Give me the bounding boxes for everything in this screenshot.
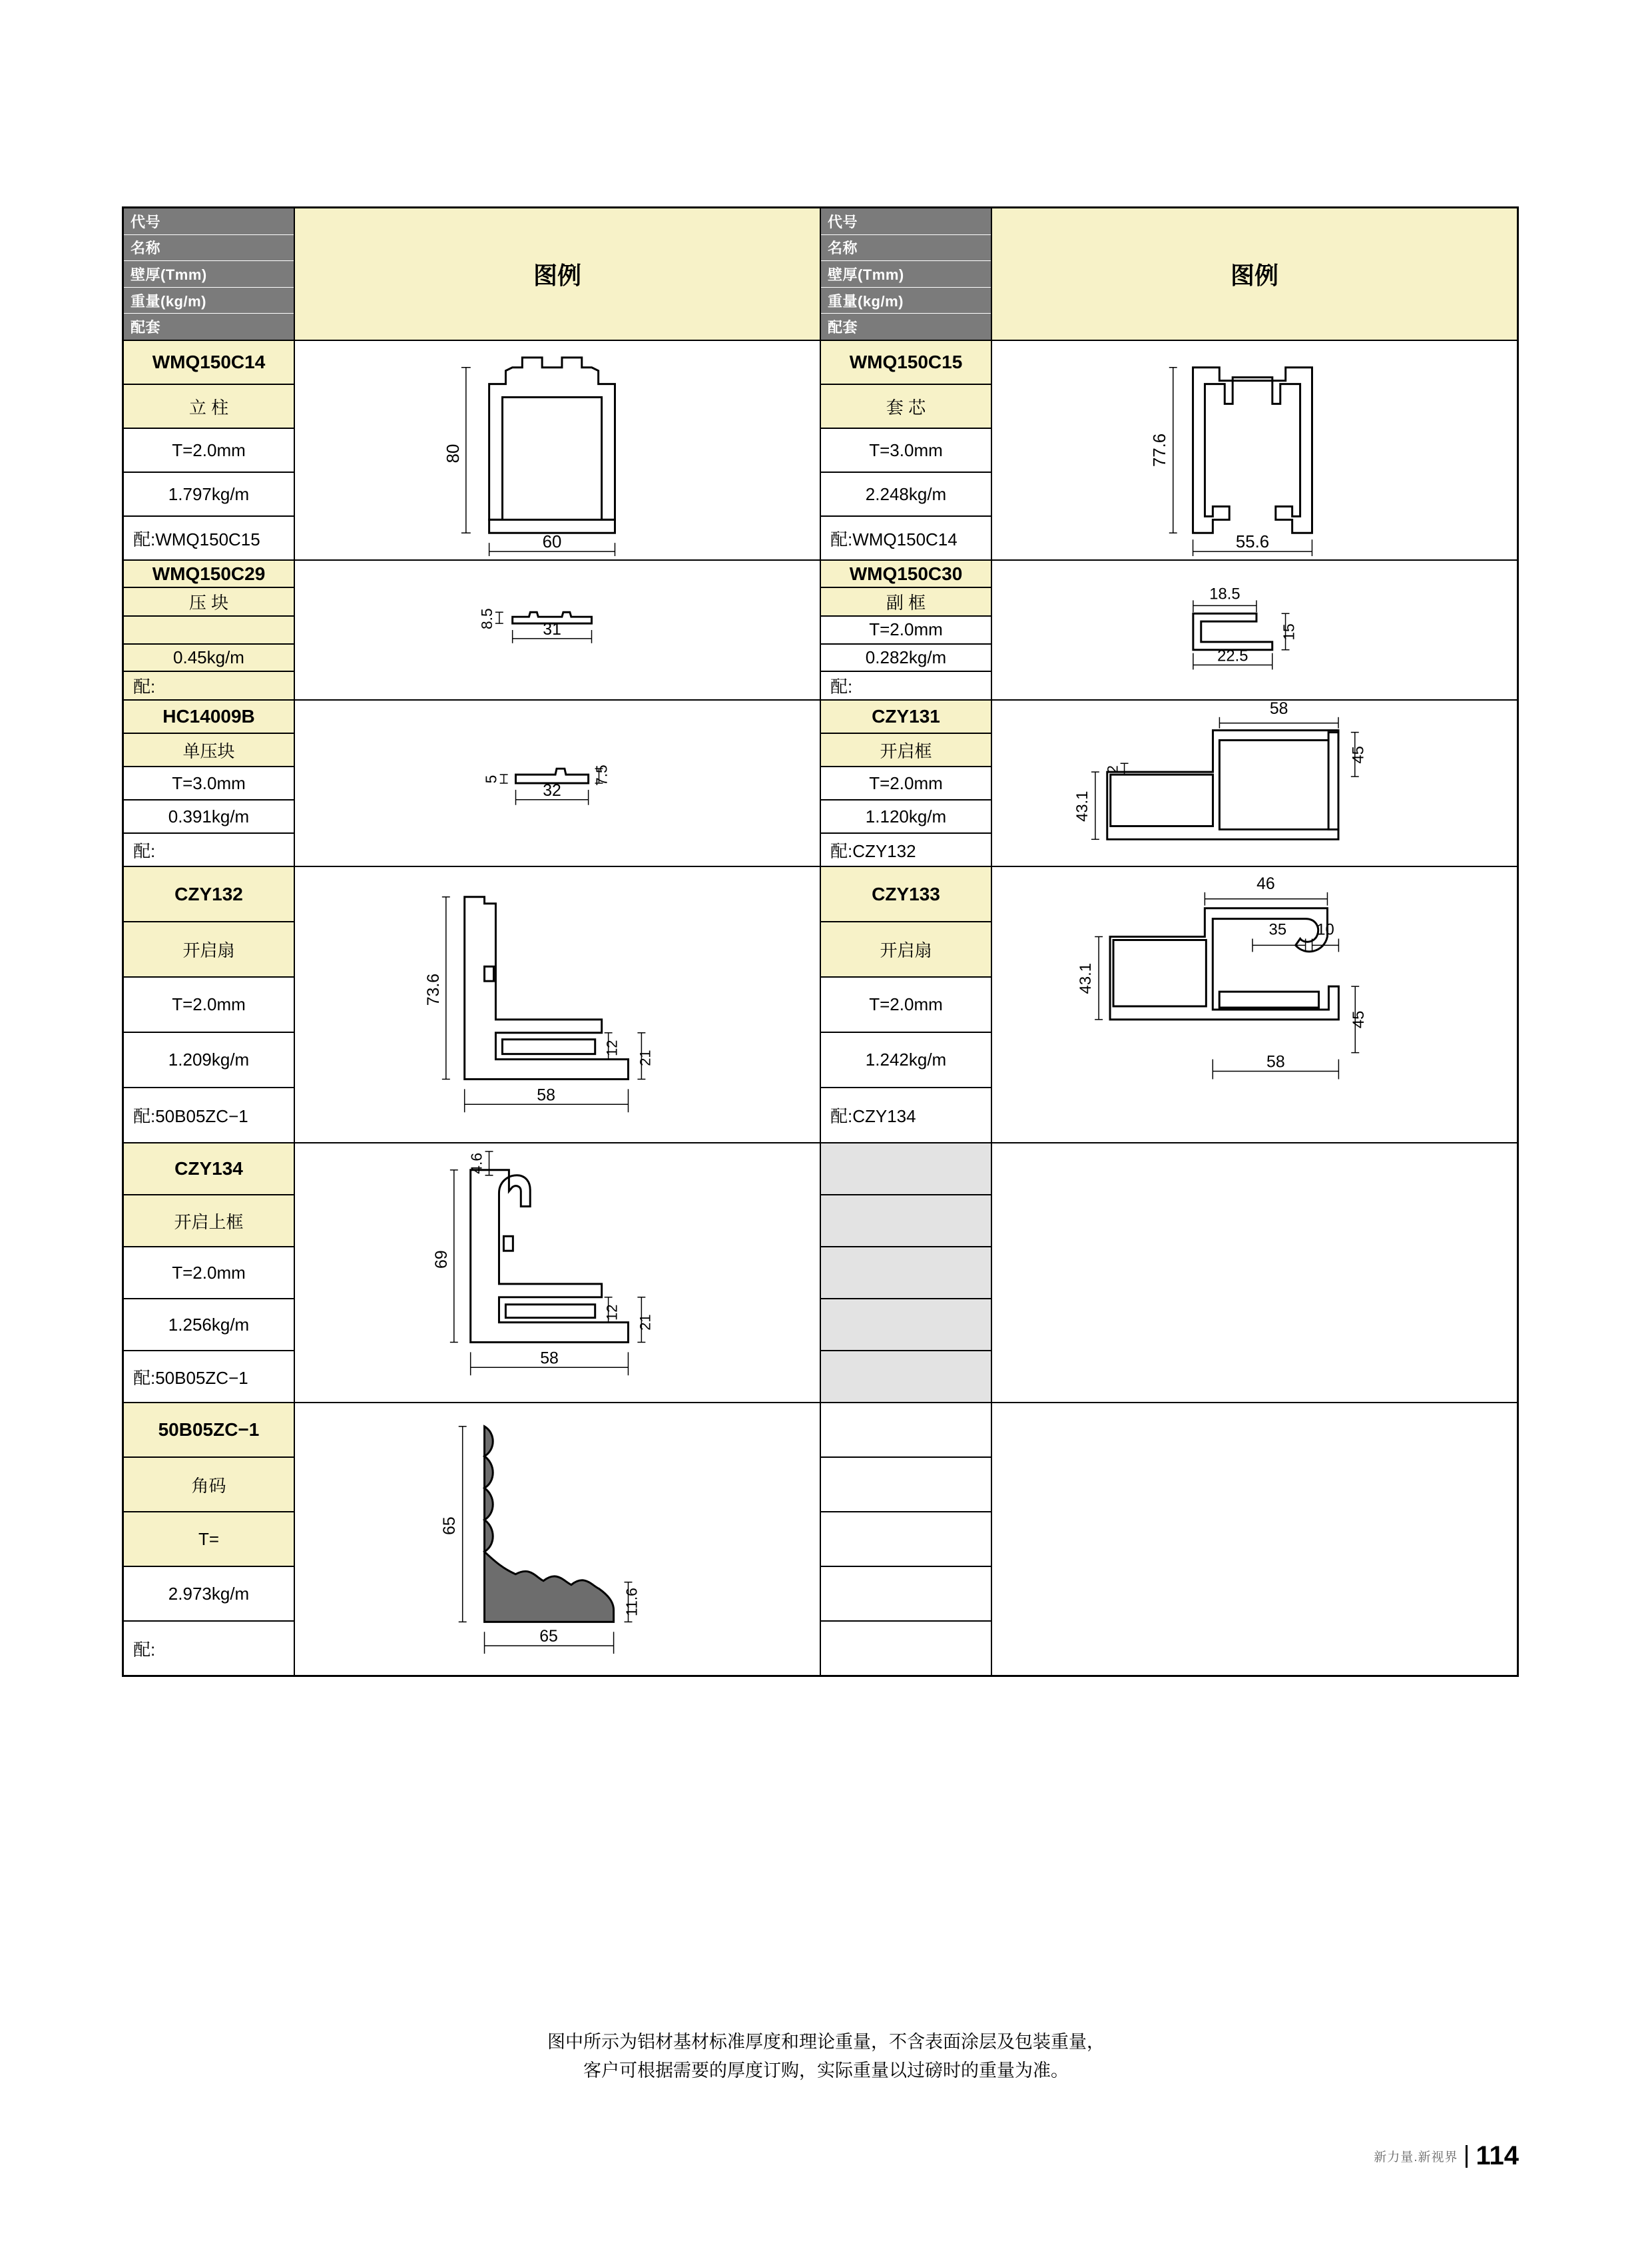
profile-weight: 0.45kg/m bbox=[124, 645, 294, 672]
profile-thickness: T=2.0mm bbox=[821, 767, 991, 800]
svg-text:80: 80 bbox=[443, 444, 463, 464]
svg-text:35: 35 bbox=[1268, 920, 1287, 939]
profile-name: 压 块 bbox=[124, 588, 294, 617]
footer-divider bbox=[1466, 2145, 1468, 2168]
table-row bbox=[821, 559, 1517, 699]
svg-text:60: 60 bbox=[542, 533, 562, 552]
svg-text:10: 10 bbox=[1316, 920, 1334, 939]
catalog-column-left bbox=[122, 206, 820, 1677]
svg-text:65: 65 bbox=[539, 1627, 558, 1646]
footnote-line-2: 客户可根据需要的厚度订购，实际重量以过磅时的重量为准。 bbox=[583, 2061, 1069, 2081]
profile-drawing-empty bbox=[992, 1143, 1517, 1402]
profile-thickness: T=2.0mm bbox=[124, 1247, 294, 1299]
profile-drawing bbox=[992, 701, 1517, 866]
header-figure-title-left: 图例 bbox=[295, 208, 820, 340]
profile-weight: 1.120kg/m bbox=[821, 800, 991, 834]
profile-match: 配:CZY134 bbox=[830, 1106, 916, 1126]
profile-name bbox=[821, 1195, 991, 1247]
table-row bbox=[124, 699, 820, 866]
svg-text:58: 58 bbox=[537, 1086, 555, 1105]
profile-weight: 1.242kg/m bbox=[821, 1033, 991, 1088]
svg-text:21: 21 bbox=[637, 1050, 654, 1066]
header-label-weight: 重量(kg/m) bbox=[821, 288, 991, 314]
table-row bbox=[821, 340, 1517, 559]
profile-name: 开启框 bbox=[821, 734, 991, 767]
svg-text:58: 58 bbox=[1266, 1052, 1285, 1072]
profile-weight bbox=[821, 1567, 991, 1622]
profile-code: WMQ150C14 bbox=[124, 341, 294, 385]
profile-name: 套 芯 bbox=[821, 385, 991, 429]
svg-text:12: 12 bbox=[603, 1304, 621, 1321]
svg-text:7.5: 7.5 bbox=[593, 765, 611, 786]
table-row bbox=[124, 340, 820, 559]
svg-text:43.1: 43.1 bbox=[1077, 962, 1095, 994]
profile-name: 开启扇 bbox=[124, 922, 294, 978]
profile-match: 配: bbox=[133, 840, 156, 861]
row-specs bbox=[821, 867, 992, 1142]
profile-weight bbox=[821, 1299, 991, 1351]
profile-match: 配:50B05ZC−1 bbox=[133, 1367, 248, 1388]
profile-name: 副 框 bbox=[821, 588, 991, 617]
svg-text:4.6: 4.6 bbox=[467, 1152, 485, 1174]
row-specs bbox=[124, 1403, 295, 1675]
profile-weight: 1.256kg/m bbox=[124, 1299, 294, 1351]
svg-text:73.6: 73.6 bbox=[423, 973, 443, 1006]
header-label-thickness: 壁厚(Tmm) bbox=[124, 261, 294, 288]
svg-text:77.6: 77.6 bbox=[1150, 433, 1169, 468]
profile-match: 配: bbox=[133, 1639, 156, 1660]
profile-weight: 0.282kg/m bbox=[821, 645, 991, 672]
svg-text:65: 65 bbox=[439, 1516, 459, 1535]
svg-text:22.5: 22.5 bbox=[1217, 647, 1248, 665]
profile-name: 单压块 bbox=[124, 734, 294, 767]
profile-thickness: T=2.0mm bbox=[124, 429, 294, 473]
header-label-match: 配套 bbox=[124, 314, 294, 340]
svg-text:2: 2 bbox=[1104, 765, 1121, 774]
profile-drawing bbox=[295, 1403, 820, 1675]
profile-drawing bbox=[992, 867, 1517, 1142]
table-row-empty bbox=[821, 1142, 1517, 1402]
profile-code: WMQ150C29 bbox=[124, 561, 294, 588]
profile-weight: 1.209kg/m bbox=[124, 1033, 294, 1088]
table-row bbox=[124, 559, 820, 699]
svg-text:11.6: 11.6 bbox=[623, 1588, 641, 1616]
svg-text:31: 31 bbox=[543, 620, 561, 639]
profile-code: HC14009B bbox=[124, 701, 294, 734]
profile-thickness bbox=[124, 617, 294, 644]
profile-name: 开启扇 bbox=[821, 922, 991, 978]
profile-weight: 0.391kg/m bbox=[124, 800, 294, 834]
profile-code: CZY131 bbox=[821, 701, 991, 734]
header-label-stack-right bbox=[821, 208, 992, 340]
profile-match: 配:CZY132 bbox=[830, 840, 916, 861]
profile-thickness: T=2.0mm bbox=[821, 617, 991, 644]
profile-drawing bbox=[295, 701, 820, 866]
svg-text:45: 45 bbox=[1349, 746, 1368, 764]
profile-match: 配:WMQ150C15 bbox=[133, 529, 260, 549]
catalog-column-right bbox=[820, 206, 1519, 1677]
row-specs bbox=[124, 561, 295, 699]
profile-match bbox=[821, 1622, 991, 1675]
svg-text:55.6: 55.6 bbox=[1235, 533, 1270, 552]
profile-thickness: T=2.0mm bbox=[124, 978, 294, 1033]
table-row-empty bbox=[821, 1402, 1517, 1675]
profile-weight: 2.248kg/m bbox=[821, 473, 991, 517]
svg-text:12: 12 bbox=[603, 1040, 621, 1056]
header-label-weight: 重量(kg/m) bbox=[124, 288, 294, 314]
header-label-stack-left bbox=[124, 208, 295, 340]
profile-drawing bbox=[295, 561, 820, 699]
table-row bbox=[821, 699, 1517, 866]
profile-name: 开启上框 bbox=[124, 1195, 294, 1247]
profile-code bbox=[821, 1143, 991, 1195]
profile-match: 配: bbox=[124, 672, 294, 699]
profile-match bbox=[821, 1351, 991, 1402]
profile-thickness bbox=[821, 1512, 991, 1567]
column-header-right bbox=[821, 208, 1517, 340]
svg-text:18.5: 18.5 bbox=[1209, 585, 1240, 603]
svg-text:43.1: 43.1 bbox=[1073, 791, 1092, 822]
svg-text:32: 32 bbox=[543, 781, 561, 800]
svg-text:58: 58 bbox=[540, 1349, 559, 1368]
row-specs bbox=[124, 701, 295, 866]
svg-text:45: 45 bbox=[1350, 1010, 1368, 1029]
profile-name: 角码 bbox=[124, 1458, 294, 1512]
header-label-code: 代号 bbox=[124, 208, 294, 235]
profile-drawing bbox=[992, 561, 1517, 699]
table-row bbox=[821, 866, 1517, 1142]
profile-drawing bbox=[992, 341, 1517, 559]
profile-code: CZY132 bbox=[124, 867, 294, 922]
footnote bbox=[0, 2028, 1652, 2085]
header-label-match: 配套 bbox=[821, 314, 991, 340]
svg-text:69: 69 bbox=[431, 1250, 451, 1269]
profile-code: CZY134 bbox=[124, 1143, 294, 1195]
profile-thickness bbox=[821, 1247, 991, 1299]
header-label-name: 名称 bbox=[124, 235, 294, 262]
svg-text:5: 5 bbox=[482, 775, 500, 784]
row-specs bbox=[124, 1143, 295, 1402]
table-row bbox=[124, 866, 820, 1142]
svg-text:8.5: 8.5 bbox=[477, 608, 495, 629]
svg-text:15: 15 bbox=[1280, 623, 1298, 641]
row-specs bbox=[821, 1143, 992, 1402]
svg-text:21: 21 bbox=[637, 1314, 654, 1331]
profile-code: 50B05ZC−1 bbox=[124, 1403, 294, 1458]
profile-drawing bbox=[295, 867, 820, 1142]
profile-match: 配:WMQ150C14 bbox=[830, 529, 958, 549]
row-specs bbox=[124, 867, 295, 1142]
table-row bbox=[124, 1142, 820, 1402]
column-header-left bbox=[124, 208, 820, 340]
profile-code: CZY133 bbox=[821, 867, 991, 922]
profile-weight: 1.797kg/m bbox=[124, 473, 294, 517]
profile-weight: 2.973kg/m bbox=[124, 1567, 294, 1622]
profile-code: WMQ150C30 bbox=[821, 561, 991, 588]
profile-code bbox=[821, 1403, 991, 1458]
profile-catalog-table bbox=[122, 206, 1519, 1677]
row-specs bbox=[821, 561, 992, 699]
profile-match: 配: bbox=[830, 676, 853, 697]
page-number: 114 bbox=[1476, 2141, 1519, 2170]
profile-name bbox=[821, 1458, 991, 1512]
header-label-code: 代号 bbox=[821, 208, 991, 235]
profile-thickness: T=2.0mm bbox=[821, 978, 991, 1033]
page-footer bbox=[1374, 2141, 1519, 2171]
row-specs bbox=[821, 701, 992, 866]
header-label-name: 名称 bbox=[821, 235, 991, 262]
row-specs bbox=[821, 1403, 992, 1675]
profile-drawing-empty bbox=[992, 1403, 1517, 1675]
profile-name: 立 柱 bbox=[124, 385, 294, 429]
profile-drawing bbox=[295, 341, 820, 559]
svg-text:46: 46 bbox=[1256, 874, 1275, 893]
header-label-thickness: 壁厚(Tmm) bbox=[821, 261, 991, 288]
header-figure-title-right: 图例 bbox=[992, 208, 1517, 340]
profile-thickness: T=3.0mm bbox=[124, 767, 294, 800]
profile-thickness: T=3.0mm bbox=[821, 429, 991, 473]
table-row bbox=[124, 1402, 820, 1675]
profile-code: WMQ150C15 bbox=[821, 341, 991, 385]
svg-text:58: 58 bbox=[1269, 701, 1288, 718]
profile-thickness: T= bbox=[124, 1512, 294, 1567]
profile-drawing bbox=[295, 1143, 820, 1402]
row-specs bbox=[124, 341, 295, 559]
footer-slogan: 新力量.新视界 bbox=[1374, 2150, 1458, 2164]
row-specs bbox=[821, 341, 992, 559]
profile-match: 配:50B05ZC−1 bbox=[133, 1106, 248, 1126]
footnote-line-1: 图中所示为铝材基材标准厚度和理论重量，不含表面涂层及包装重量， bbox=[547, 2032, 1105, 2052]
